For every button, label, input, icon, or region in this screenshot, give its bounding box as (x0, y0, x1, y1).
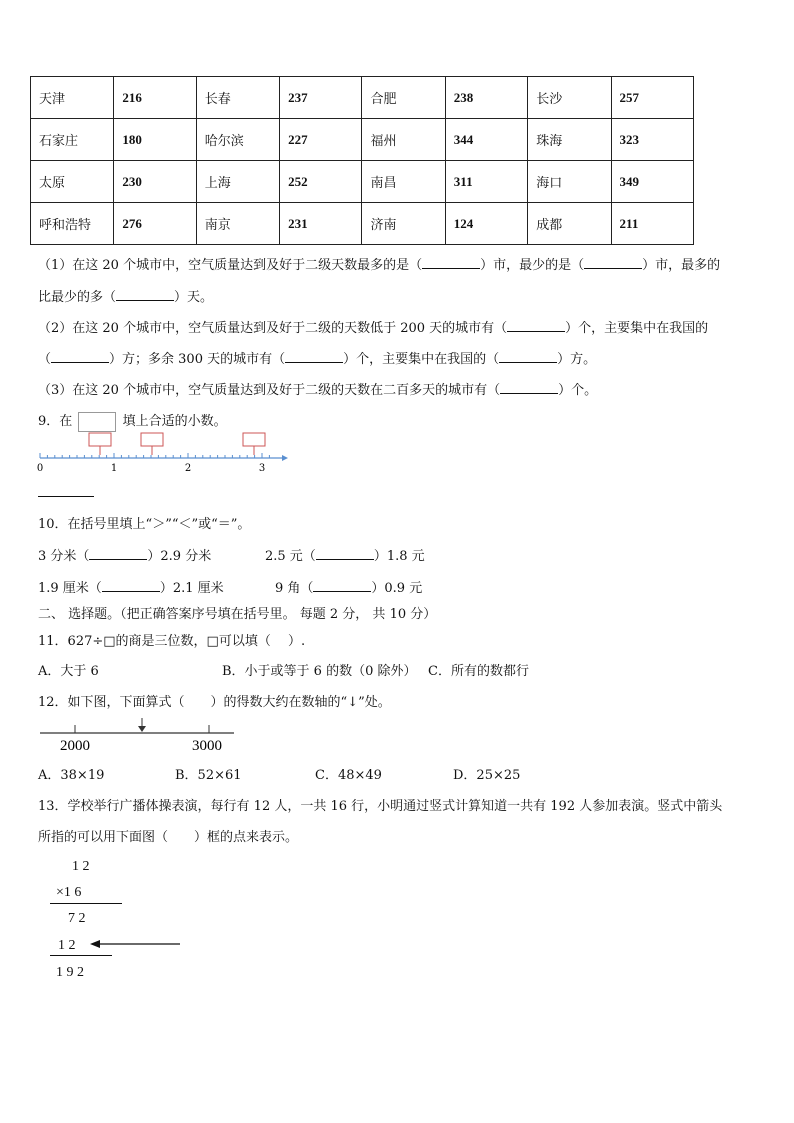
q10-item-b (265, 545, 425, 564)
calc-rule (50, 955, 112, 956)
answer-blank[interactable] (89, 549, 147, 560)
answer-blank[interactable] (102, 581, 160, 592)
answer-blank[interactable] (584, 258, 642, 269)
calc-row: 7 2 (68, 911, 86, 926)
answer-blank[interactable] (422, 258, 480, 269)
days-cell: 124 (445, 203, 527, 245)
q13-line2: 所指的可以用下面图（ ）框的点来表示。 (38, 830, 299, 845)
q10-title: 10．在括号里填上“＞”“＜”或“＝”。 (38, 517, 251, 532)
answer-blank[interactable] (313, 581, 371, 592)
q12-option-d[interactable]: D．25×25 (453, 768, 521, 783)
q11-option-c[interactable]: C．所有的数都行 (428, 664, 529, 679)
tick-label: 2 (184, 463, 192, 474)
q9-number-line (34, 430, 294, 476)
q8-text: ）个，主要集中在我国的（ (343, 352, 500, 367)
city-cell: 太原 (31, 161, 114, 203)
days-cell: 276 (114, 203, 196, 245)
table-row (31, 77, 694, 119)
q8-text: 比最少的多（ (38, 290, 117, 305)
answer-box[interactable] (89, 433, 111, 446)
city-cell: 哈尔滨 (196, 119, 279, 161)
tick-label: 3000 (192, 738, 222, 754)
answer-blank[interactable] (507, 321, 565, 332)
calc-row: ×1 6 (56, 885, 82, 900)
city-cell: 济南 (362, 203, 445, 245)
calc-row: 1 2 (58, 938, 76, 953)
q8-text: ）个。 (558, 383, 598, 398)
answer-blank[interactable] (499, 352, 557, 363)
q9-text: 9．在 (38, 414, 73, 429)
q8-text: ）方。 (557, 352, 597, 367)
answer-blank[interactable] (285, 352, 343, 363)
q8-part1-line2 (38, 286, 213, 305)
days-cell: 238 (445, 77, 527, 119)
city-cell: 合肥 (362, 77, 445, 119)
days-cell: 252 (280, 161, 362, 203)
days-cell: 257 (611, 77, 693, 119)
q8-text: （3）在这 20 个城市中，空气质量达到及好于二级的天数在二百多天的城市有（ (38, 383, 501, 398)
q8-part2-line2 (38, 348, 596, 367)
q10-item-c (38, 577, 224, 596)
q12-number-line (38, 716, 238, 754)
axis-arrow (282, 455, 288, 461)
days-cell: 311 (445, 161, 527, 203)
city-cell: 上海 (196, 161, 279, 203)
q12-stem: 12．如下图，下面算式（ ）的得数大约在数轴的“↓”处。 (38, 695, 391, 710)
days-cell: 180 (114, 119, 196, 161)
city-air-quality-table (30, 76, 694, 245)
city-cell: 石家庄 (31, 119, 114, 161)
q13-line1: 13．学校举行广播体操表演，每行有 12 人，一共 16 行，小明通过竖式计算知道一共有 192 人参加表演。竖式中箭头 (38, 799, 723, 814)
q8-part2-line1 (38, 317, 708, 336)
vertical-multiplication (50, 855, 190, 985)
days-cell: 344 (445, 119, 527, 161)
q10-text: ）2.9 分米 (147, 549, 212, 564)
city-cell: 长沙 (528, 77, 611, 119)
q8-text: ）方；多余 300 天的城市有（ (109, 352, 286, 367)
section-heading: 二、 选择题。（把正确答案序号填在括号里。 每题 2 分， 共 10 分） (38, 607, 437, 622)
tick-label: 1 (110, 463, 118, 474)
tick-label: 3 (258, 463, 266, 474)
q9-text: 填上合适的小数。 (122, 414, 227, 429)
q12-option-a[interactable]: A．38×19 (38, 768, 105, 783)
days-cell: 237 (280, 77, 362, 119)
answer-box[interactable] (243, 433, 265, 446)
calc-row: 1 9 2 (56, 965, 84, 980)
city-cell: 海口 (528, 161, 611, 203)
answer-blank[interactable] (51, 352, 109, 363)
q10-text: 9 角（ (275, 581, 314, 596)
q8-part1-line1 (38, 254, 720, 273)
calc-rule (50, 903, 122, 904)
q10-text: 3 分米（ (38, 549, 90, 564)
q8-text: ）天。 (174, 290, 214, 305)
days-cell: 230 (114, 161, 196, 203)
q10-item-d (275, 577, 422, 596)
q10-text: 2.5 元（ (265, 549, 316, 564)
q12-option-c[interactable]: C．48×49 (315, 768, 382, 783)
city-cell: 长春 (196, 77, 279, 119)
city-cell: 天津 (31, 77, 114, 119)
q8-text: ）个，主要集中在我国的 (565, 321, 709, 336)
city-cell: 南昌 (362, 161, 445, 203)
answer-box[interactable] (141, 433, 163, 446)
sample-box (78, 412, 116, 432)
down-arrow-head (138, 726, 146, 732)
city-cell: 福州 (362, 119, 445, 161)
q12-option-b[interactable]: B．52×61 (175, 768, 242, 783)
table-row (31, 203, 694, 245)
city-cell: 南京 (196, 203, 279, 245)
answer-blank[interactable] (500, 383, 558, 394)
tick-label: 2000 (60, 738, 90, 754)
calc-row: 1 2 (72, 859, 90, 874)
city-cell: 珠海 (528, 119, 611, 161)
q10-text: ）2.1 厘米 (159, 581, 224, 596)
q9-stem (38, 410, 227, 432)
q8-text: （2）在这 20 个城市中，空气质量达到及好于二级的天数低于 200 天的城市有（ (38, 321, 508, 336)
days-cell: 349 (611, 161, 693, 203)
left-arrow-icon (88, 937, 184, 951)
city-cell: 呼和浩特 (31, 203, 114, 245)
answer-blank[interactable] (116, 290, 174, 301)
days-cell: 323 (611, 119, 693, 161)
axis-ticks (40, 453, 269, 458)
q10-item-a (38, 545, 211, 564)
tick-label: 0 (36, 463, 44, 474)
answer-blank[interactable] (316, 549, 374, 560)
q8-text: ）市，最多的 (642, 258, 721, 273)
days-cell: 227 (280, 119, 362, 161)
table-row (31, 161, 694, 203)
q10-text: ）1.8 元 (373, 549, 425, 564)
q10-text: ）0.9 元 (371, 581, 423, 596)
q10-text: 1.9 厘米（ (38, 581, 102, 596)
days-cell: 211 (611, 203, 693, 245)
q11-option-a[interactable]: A．大于 6 (38, 664, 99, 679)
q8-text: ）市，最少的是（ (480, 258, 585, 273)
days-cell: 216 (114, 77, 196, 119)
answer-line[interactable] (38, 496, 94, 497)
table-row (31, 119, 694, 161)
days-cell: 231 (280, 203, 362, 245)
city-cell: 成都 (528, 203, 611, 245)
q8-text: （1）在这 20 个城市中，空气质量达到及好于二级天数最多的是（ (38, 258, 423, 273)
q8-part3 (38, 379, 597, 398)
q11-option-b[interactable]: B．小于或等于 6 的数（0 除外） (222, 664, 417, 679)
q8-text: （ (38, 352, 52, 367)
q11-stem: 11．627÷□的商是三位数，□可以填（ ）. (38, 634, 306, 649)
